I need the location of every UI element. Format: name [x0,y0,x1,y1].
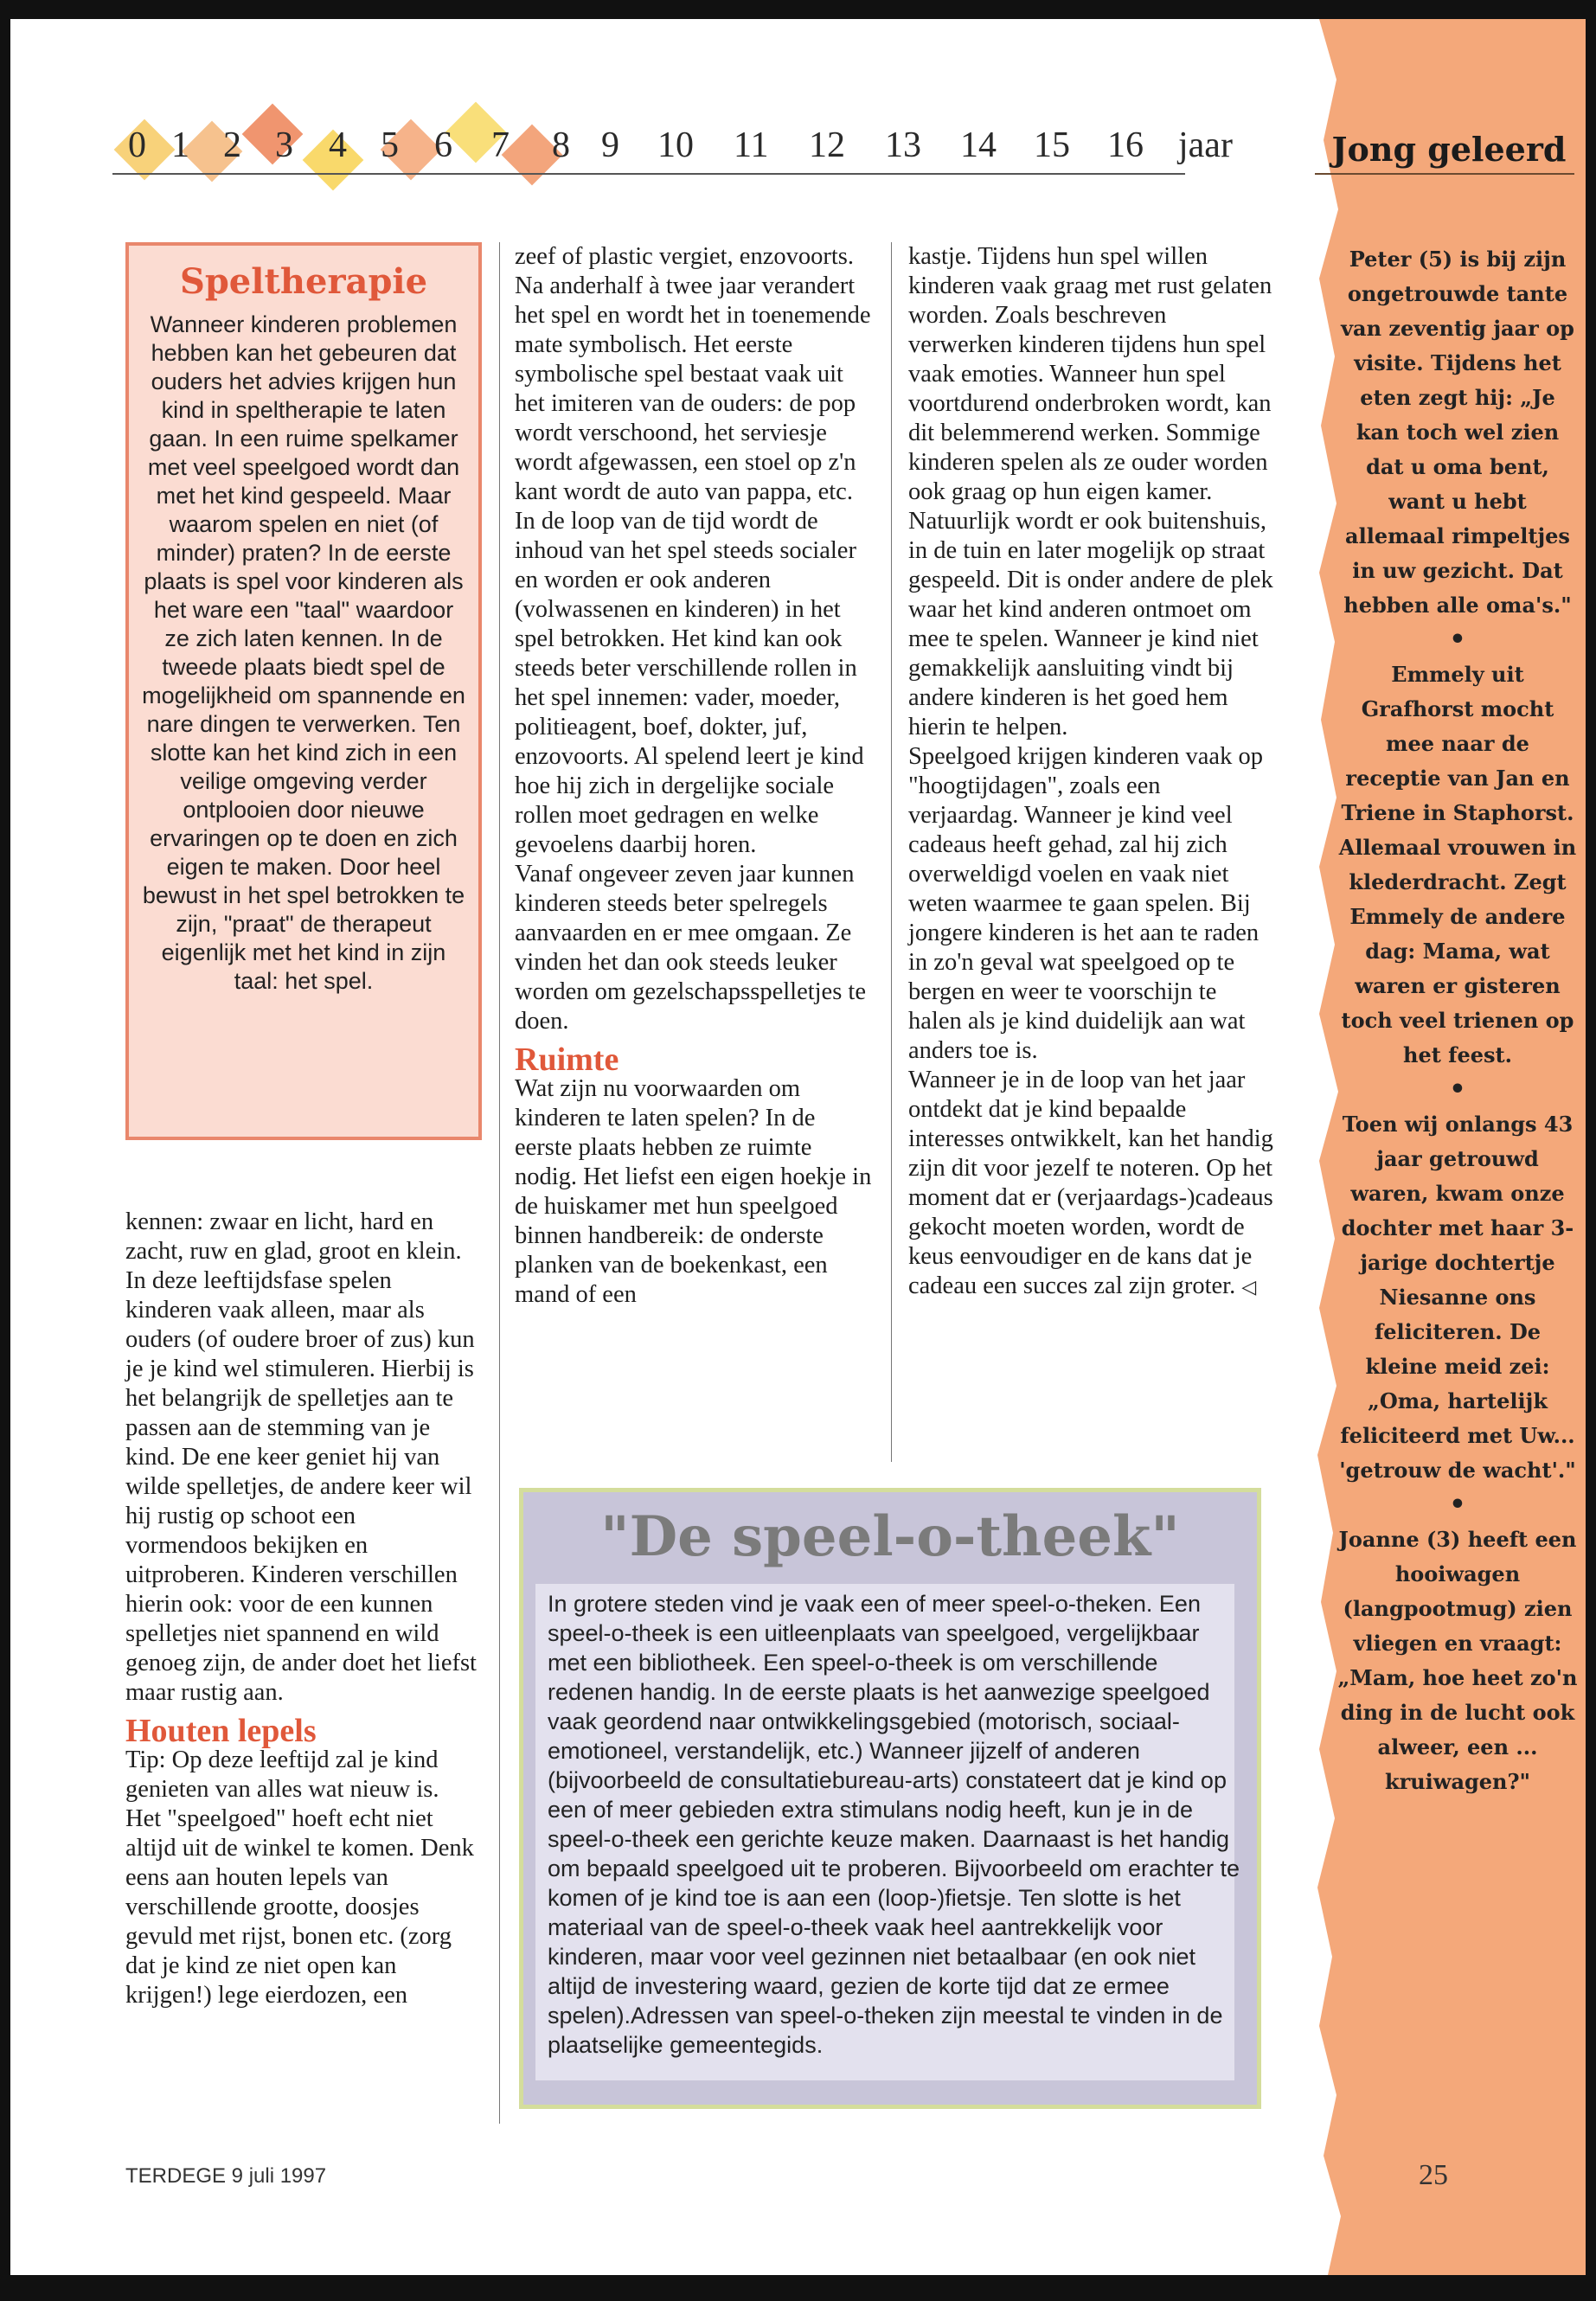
speeltheek-box [519,1488,1261,2109]
article-column-2 [515,242,876,1310]
age-number: 0 [128,125,146,165]
age-bar [112,104,1280,190]
bullet-separator: • [1449,1074,1466,1105]
article-paragraph: kennen: zwaar en licht, hard en zacht, ruw en glad, groot en klein. [125,1208,462,1265]
age-number: 16 [1107,125,1144,165]
scan-border-bottom [0,2275,1596,2301]
anecdote: Joanne (3) heeft een hooiwagen (langpootmug) zien vliegen en vraagt: „Mam, hoe heet zo'n ding in de lucht ook alweer, een ... kruiwagen?" [1337,1527,1578,1794]
speltherapie-box [125,242,482,1140]
article-paragraph: Wat zijn nu voorwaarden om kinderen te laten spelen? In de eerste plaats hebben ze ruimte nodig. Het liefst een eigen hoekje in de huiskamer met hun speelgoed binnen handbereik: de onderste planken van de boekenkast, een mand of een [515,1075,872,1308]
age-number: 10 [657,125,694,165]
subheading-ruimte: Ruimte [515,1042,619,1078]
article-paragraph: Vanaf ongeveer zeven jaar kunnen kinderen steeds beter spelregels aanvaarden en er mee omgaan. Ze vinden het dan ook steeds leuker worden om gezelschapsspelletjes te doen. [515,861,866,1035]
age-number: 9 [601,125,619,165]
anecdote: Toen wij onlangs 43 jaar getrouwd waren, kwam onze dochter met haar 3-jarige dochtertje Niesanne ons feliciteren. De kleine meid zei: „Oma, hartelijk feliciteerd met Uw... 'getrouw de wacht'." [1339,1112,1576,1483]
anecdote: Emmely uit Grafhorst mocht mee naar de receptie van Jan en Triene in Staphorst. Allemaal vrouwen in klederdracht. Zegt Emmely de andere dag: Mama, wat waren er gisteren toch veel trienen op het feest. [1338,662,1577,1067]
section-title-rule [1315,173,1574,175]
column-divider [499,242,500,2124]
age-number: 8 [552,125,570,165]
age-number: 3 [275,125,293,165]
age-number: 1 [171,125,189,165]
age-number: 5 [381,125,399,165]
article-paragraph-text: Wanneer je in de loop van het jaar ontdekt dat je kind bepaalde interesses ontwikkelt, kan het handig zijn dit voor jezelf te noteren. Op het moment dat er (verjaardags-)cadeaus gekocht moeten worden, wordt de keus eenvoudiger en de kans dat je cadeau een succes zal zijn groter. [908,1067,1273,1299]
age-number: 14 [960,125,997,165]
age-number: 11 [734,125,769,165]
age-number: 7 [491,125,510,165]
age-number: 2 [223,125,241,165]
column-divider [891,242,892,1462]
age-number: 13 [885,125,921,165]
article-paragraph: zeef of plastic vergiet, enzovoorts. [515,243,854,270]
page-number: 25 [1419,2159,1448,2191]
article-paragraph: Tip: Op deze leeftijd zal je kind genieten van alles wat nieuw is. Het "speelgoed" hoeft echt niet altijd uit de winkel te komen. Denk eens aan houten lepels van verschillende grootte, doosjes gevuld met rijst, bonen etc. (zorg dat je kind ze niet open kan krijgen!) lege eierdozen, een [125,1747,474,2009]
article-paragraph: Natuurlijk wordt er ook buitenshuis, in de tuin en later mogelijk op straat gespeeld. Dit is onder andere de plek waar het kind anderen ontmoet om mee te spelen. Wanneer je kind niet gemakkelijk aansluiting vindt bij andere kinderen is het goed hem hierin te helpen. [908,508,1273,740]
end-of-article-mark: ◁ [1241,1277,1257,1298]
article-paragraph [908,1066,1273,1303]
article-column-1 [125,1208,478,2010]
age-number: 12 [809,125,845,165]
age-diamond-orange [242,104,304,165]
article-paragraph: In de loop van de tijd wordt de inhoud van het spel steeds socialer en worden er ook anderen (volwassenen en kinderen) in het spel betrokken. Het kind kan ook steeds beter verschillende rollen in het spel innemen: vader, moeder, politieagent, boef, dokter, juf, enzovoorts. Al spelend leert je kind hoe hij zich in dergelijke sociale rollen moet gedragen en welke gevoelens daarbij horen. [515,508,864,858]
speeltheek-title: "De speel-o-theek" [600,1504,1180,1569]
subheading-houten-lepels: Houten lepels [125,1713,317,1749]
section-title: Jong geleerd [1331,130,1567,169]
publication-footer: TERDEGE 9 juli 1997 [125,2164,327,2188]
article-paragraph: Na anderhalf à twee jaar verandert het spel en wordt het in toenemende mate symbolisch. Het eerste symbolische spel bestaat vaak uit het imiteren van de ouders: de pop wordt verschoond, het serviesje wordt afgewassen, een stoel op z'n kant wordt de auto van pappa, etc. [515,272,871,505]
article-paragraph: Speelgoed krijgen kinderen vaak op "hoogtijdagen", zoals een verjaardag. Wanneer je kind veel cadeaus heeft gehad, zal hij zich overweldigd voelen en vaak niet weten waarmee te gaan spelen. Bij jongere kinderen is het aan te raden in zo'n geval wat speelgoed op te bergen en weer te voorschijn te halen als je kind duidelijk aan wat anders toe is. [908,743,1263,1064]
speltherapie-title: Speltherapie [179,261,428,302]
article-paragraph: In deze leeftijdsfase spelen kinderen vaak alleen, maar als ouders (of oudere broer of zus) kun je je kind wel stimuleren. Hierbij is het belangrijk de spelletjes aan te passen aan de stemming van je kind. De ene keer geniet hij van wilde spelletjes, de andere keer wil hij rustig op schoot een vormendoos bekijken en uitproberen. Kinderen verschillen hierin ook: voor de een kunnen spelletjes niet spannend en wild genoeg zijn, de ander doet het liefst maar rustig aan. [125,1267,477,1706]
scan-border-right [1586,0,1596,2301]
scan-border-top [0,0,1596,19]
sidebar-anecdotes [1336,242,1579,1799]
speltherapie-text: Wanneer kinderen problemen hebben kan het gebeuren dat ouders het advies krijgen hun kind in speltherapie te laten gaan. In een ruime spelkamer met veel speelgoed wordt dan met het kind gespeeld. Maar waarom spelen en niet (of minder) praten? In de eerste plaats is spel voor kinderen als het ware een "taal" waardoor ze zich laten kennen. In de tweede plaats biedt spel de mogelijkheid om spannende en nare dingen te verwerken. Ten slotte kan het kind zich in een veilige omgeving verder ontplooien door nieuwe ervaringen op te doen en zich eigen te maken. Door heel bewust in het spel betrokken te zijn, "praat" de therapeut eigenlijk met het kind in zijn taal: het spel. [142,311,465,994]
article-paragraph: kastje. Tijdens hun spel willen kinderen vaak graag met rust gelaten worden. Zoals beschreven verwerken kinderen tijdens hun spel vaak emoties. Wanneer hun spel voortdurend onderbroken wordt, kan dit belemmerend werken. Sommige kinderen spelen als ze ouder worden ook graag op hun eigen kamer. [908,243,1272,505]
age-number: 6 [434,125,452,165]
age-number: 15 [1034,125,1070,165]
age-unit-label: jaar [1178,125,1233,165]
anecdote: Peter (5) is bij zijn ongetrouwde tante van zeventig jaar op visite. Tijdens het eten zegt hij: „Je kan toch wel zien dat u oma bent, want u hebt allemaal rimpeltjes in uw gezicht. Dat hebben alle oma's." [1341,247,1574,618]
bullet-separator: • [1449,625,1466,655]
age-bar-rule [112,173,1185,175]
speeltheek-text: In grotere steden vind je vaak een of meer speel-o-theken. Een speel-o-theek is een uitleenplaats van speelgoed, vergelijkbaar met een bibliotheek. Een speel-o-theek is om verschillende redenen handig. In de eerste plaats is het aanwezige speelgoed vaak geordend naar ontwikkelingsgebied (motorisch, sociaal-emotioneel, verstandelijk, etc.) Wanneer jijzelf of anderen (bijvoorbeeld de consultatiebureau-arts) constateert dat je kind op een of meer gebieden extra stimulans nodig heeft, kun je in de speel-o-theek een gerichte keuze maken. Daarnaast is het handig om bepaald speelgoed uit te proberen. Bijvoorbeeld om erachter te komen of je kind toe is aan een (loop-)fietsje. Ten slotte is het materiaal van de speel-o-theek vaak heel aantrekkelijk voor kinderen, maar voor veel gezinnen niet betaalbaar (en ook niet altijd de investering waard, gezien de korte tijd dat ze ermee spelen).Adressen van speel-o-theken zijn meestal te vinden in de plaatselijke gemeentegids. [548,1591,1240,2058]
scan-border-left [0,0,10,2301]
article-column-3 [908,242,1273,1303]
age-number: 4 [329,125,347,165]
bullet-separator: • [1449,1490,1466,1520]
